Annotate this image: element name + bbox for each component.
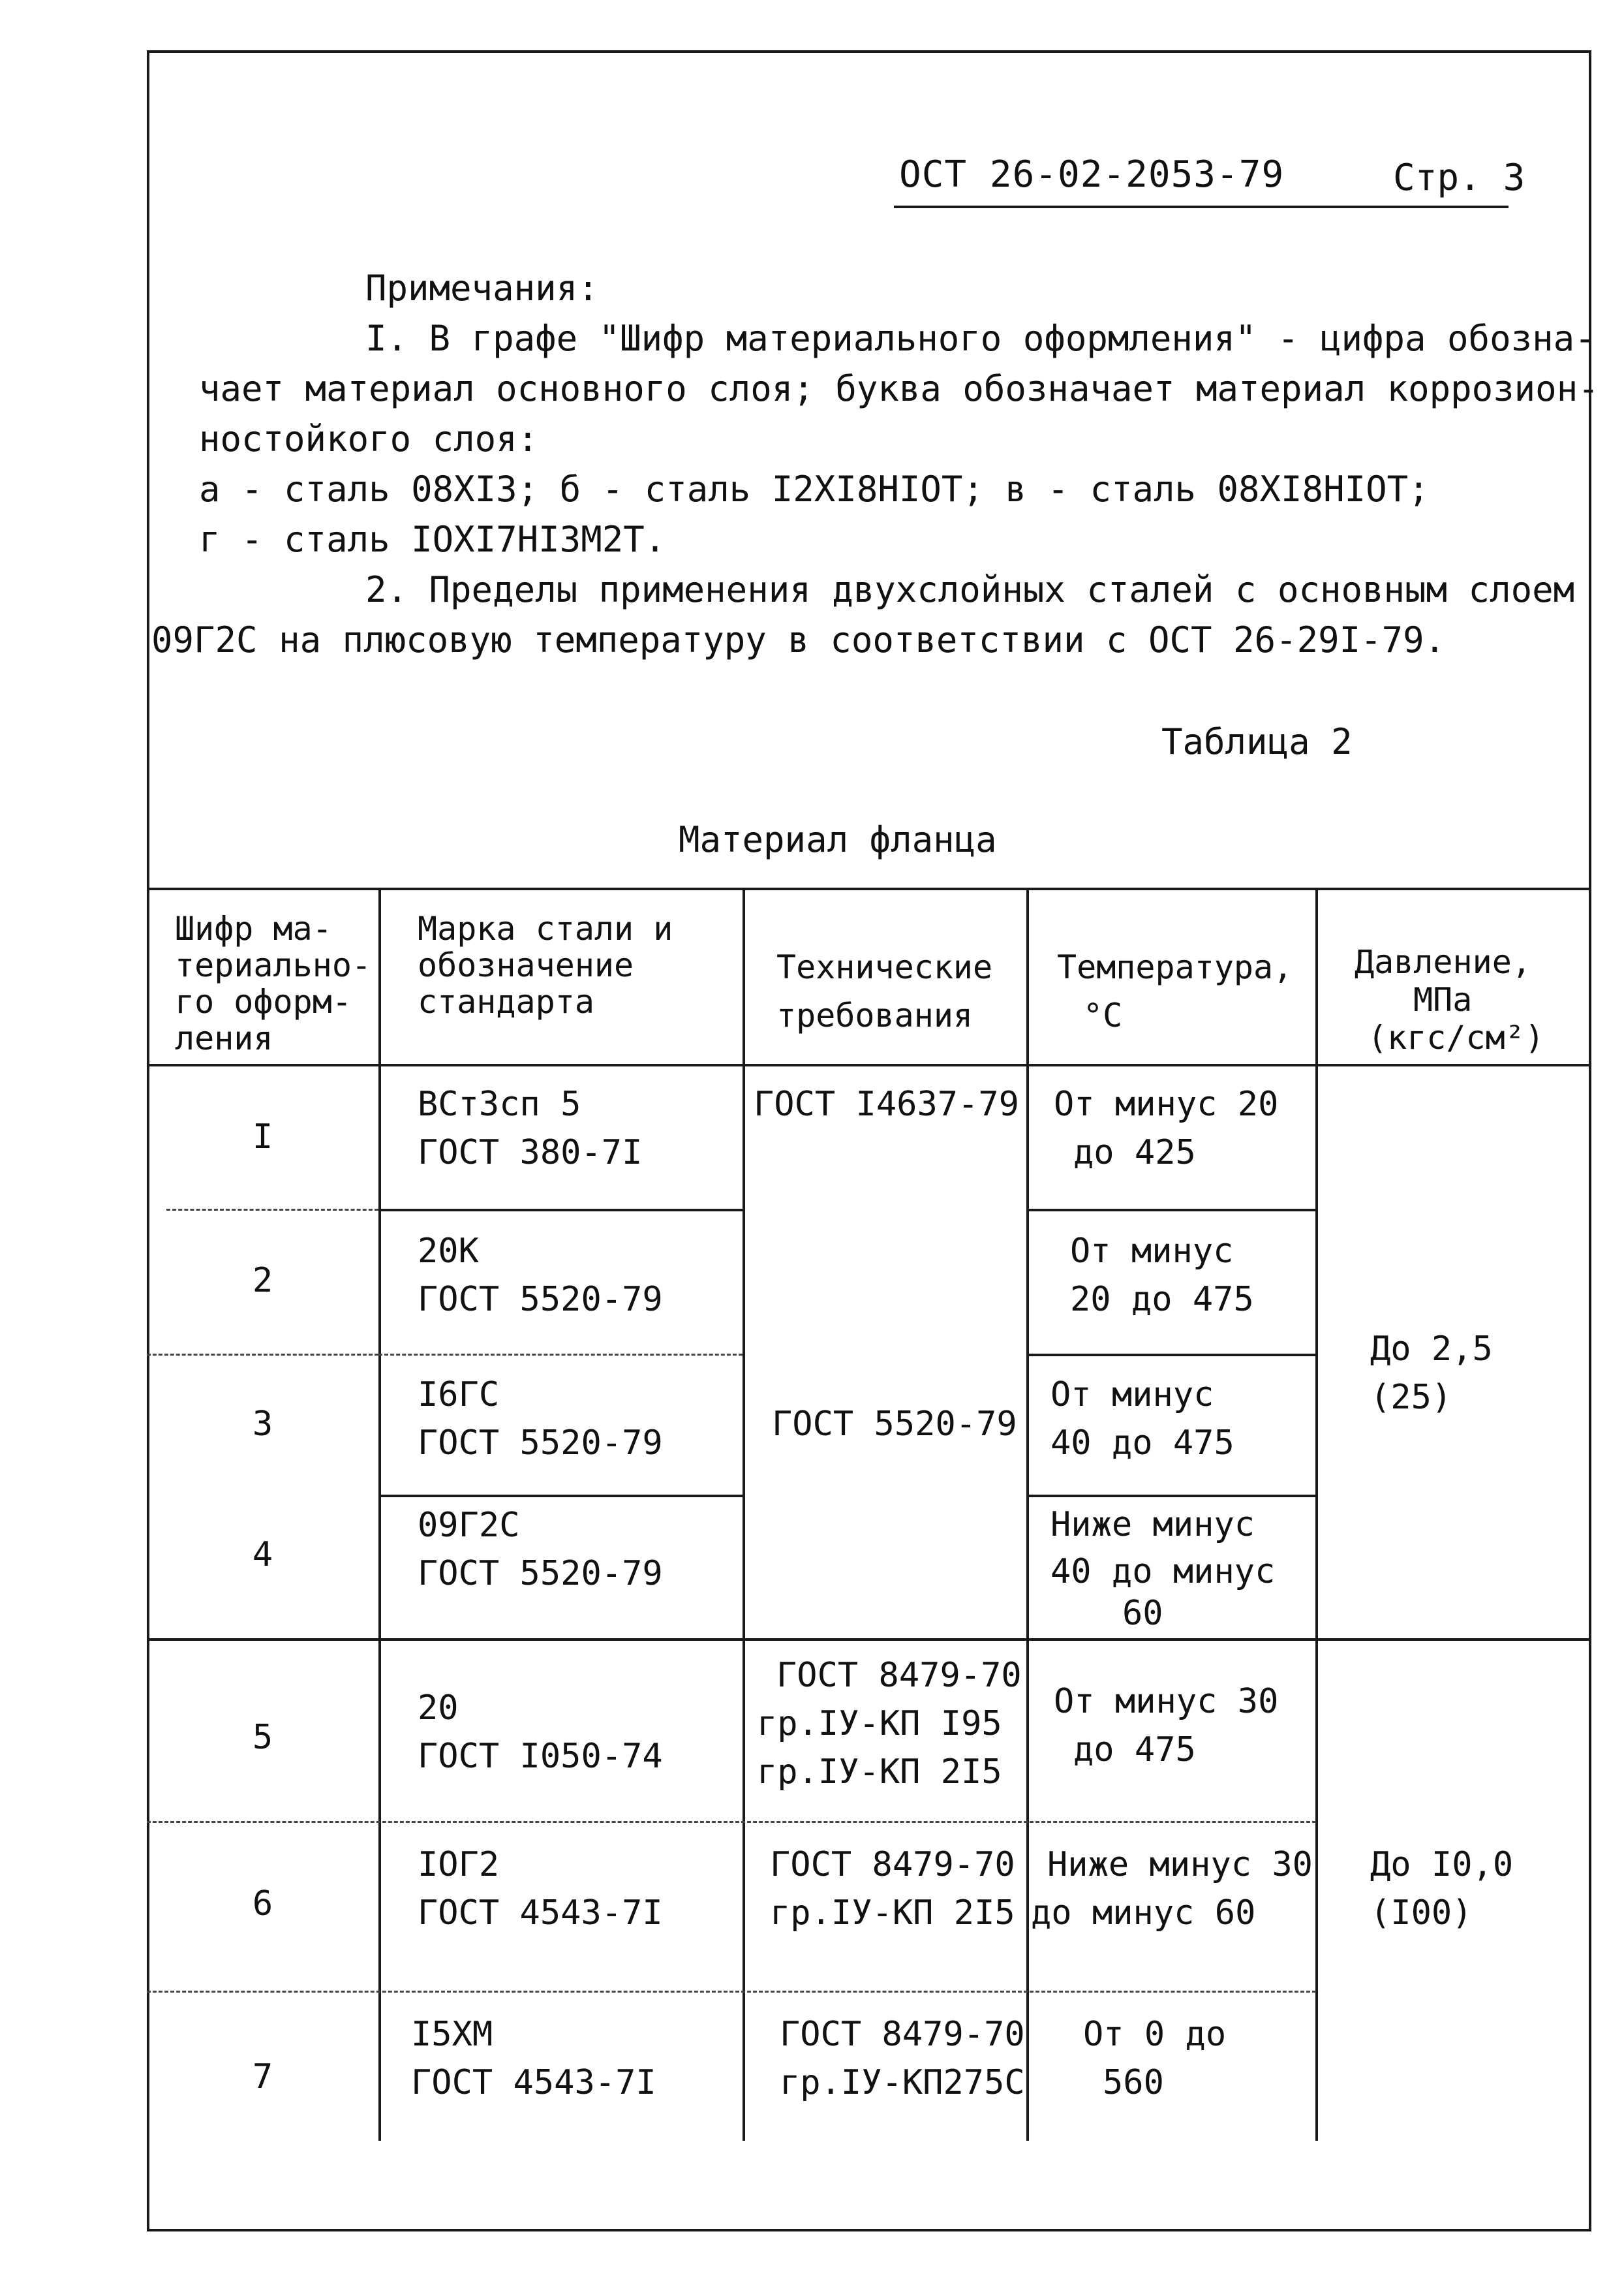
row-2-temp: От минус 20 до 475 <box>1070 1232 1254 1319</box>
note-line-7: 09Г2С на плюсовую температуру в соответствии с ОСТ 26-29I-79. <box>151 619 1446 661</box>
row-separator <box>1029 1209 1316 1211</box>
row-6-tech: ГОСТ 8479-70 гр.IУ-КП 2I5 <box>770 1845 1015 1933</box>
column-divider <box>378 888 381 2141</box>
note-line-5: г - сталь IОХI7НI3М2Т. <box>199 519 666 560</box>
header-temp: Температура, °С <box>1057 948 1293 1034</box>
row-5-grade: 20 ГОСТ I050-74 <box>418 1688 663 1776</box>
row-7-tech: ГОСТ 8479-70 гр.IУ-КП275С <box>780 2015 1025 2102</box>
row-separator <box>147 1821 1316 1823</box>
row-separator <box>147 1991 1316 1993</box>
column-divider <box>1315 888 1318 2141</box>
row-separator <box>166 1209 378 1211</box>
row-1-code: I <box>252 1117 273 1157</box>
row-1-temp: От минус 20 до 425 <box>1054 1085 1279 1172</box>
row-separator <box>378 1354 743 1356</box>
header-underline <box>894 206 1509 208</box>
row-separator <box>378 1495 744 1497</box>
note-line-3: ностойкого слоя: <box>199 418 539 459</box>
row-1-grade: ВСт3сп 5 ГОСТ 380-7I <box>418 1085 643 1172</box>
note-line-4: а - сталь 08ХI3; б - сталь I2ХI8НIОТ; в - сталь 08ХI8НIОТ; <box>199 469 1430 510</box>
row-5-tech: ГОСТ 8479-70 гр.IУ-КП I95 гр.IУ-КП 2I5 <box>757 1656 1022 1792</box>
header-tech: Технические требования <box>776 948 993 1034</box>
notes-heading: Примечания: <box>365 268 599 309</box>
row-2-4-tech: ГОСТ 5520-79 <box>772 1405 1017 1444</box>
header-grade: Марка стали и обозначение стандарта <box>418 910 673 1021</box>
row-4-temp: Ниже минус 40 до минус 60 <box>1050 1505 1276 1633</box>
row-1-tech: ГОСТ I4637-79 <box>754 1085 1019 1124</box>
page-number: Стр. 3 <box>1393 157 1525 199</box>
row-separator <box>1029 1354 1316 1356</box>
row-3-code: 3 <box>252 1405 273 1444</box>
row-separator <box>1029 1495 1316 1497</box>
row-6-temp: Ниже минус 30 до минус 60 <box>1031 1845 1313 1933</box>
pressure-group-2: До I0,0 (I00) <box>1370 1845 1514 1933</box>
table-title: Материал фланца <box>679 819 997 860</box>
row-4-grade: 09Г2С ГОСТ 5520-79 <box>418 1506 663 1593</box>
table-caption: Таблица 2 <box>1161 721 1353 762</box>
header-bottom-border <box>147 1064 1591 1066</box>
row-7-grade: I5ХМ ГОСТ 4543-7I <box>411 2015 656 2102</box>
row-separator <box>147 1638 1591 1641</box>
row-2-grade: 20К ГОСТ 5520-79 <box>418 1232 663 1319</box>
table-top-border <box>147 888 1591 890</box>
row-separator <box>378 1209 744 1211</box>
row-3-temp: От минус 40 до 475 <box>1050 1375 1234 1463</box>
row-6-grade: IОГ2 ГОСТ 4543-7I <box>418 1845 663 1933</box>
note-line-2: чает материал основного слоя; буква обозначает материал коррозион- <box>199 368 1599 409</box>
header-pressure: Давление, МПа (кгс/см²) <box>1355 943 1544 1057</box>
header-code: Шифр ма- териально- го оформ- ления <box>175 910 372 1057</box>
pressure-group-1: До 2,5 (25) <box>1370 1329 1493 1417</box>
row-5-code: 5 <box>252 1718 273 1757</box>
document-code: ОСТ 26-02-2053-79 <box>899 153 1285 196</box>
note-line-1: I. В графе "Шифр материального оформления" - цифра обозна- <box>365 318 1596 359</box>
note-line-6: 2. Пределы применения двухслойных сталей с основным слоем <box>365 569 1575 610</box>
column-divider <box>743 888 745 2141</box>
row-4-code: 4 <box>252 1535 273 1574</box>
row-6-code: 6 <box>252 1884 273 1923</box>
row-3-grade: I6ГС ГОСТ 5520-79 <box>418 1375 663 1463</box>
row-7-temp: От 0 до 560 <box>1083 2015 1227 2102</box>
row-5-temp: От минус 30 до 475 <box>1054 1682 1279 1769</box>
row-7-code: 7 <box>252 2057 273 2096</box>
column-divider <box>1026 888 1029 2141</box>
row-2-code: 2 <box>252 1261 273 1300</box>
row-separator <box>147 1354 378 1356</box>
